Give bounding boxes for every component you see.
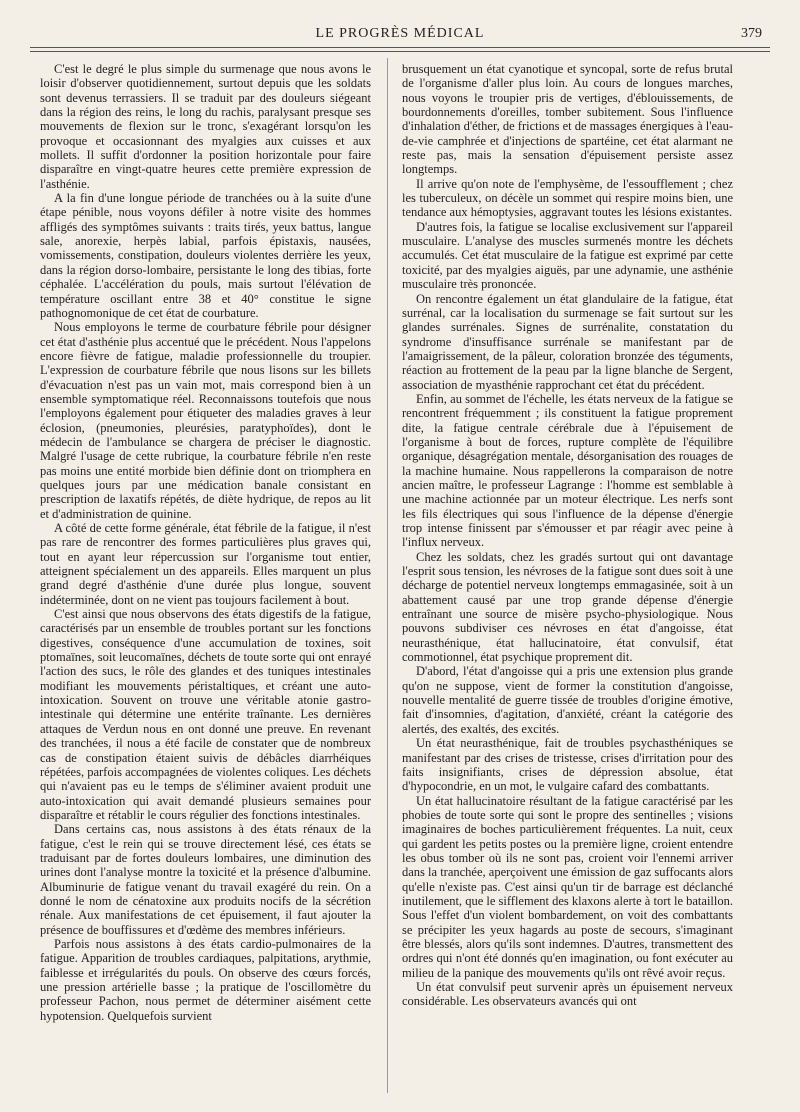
header-rule-top — [30, 47, 770, 48]
paragraph: Chez les soldats, chez les gradés surtout qui ont davantage l'esprit sous tension, les névroses de la fatigue sont dues soit à une décharge de potentiel nerveux longtemps emmagasinée, soit à un abattement causé par une trop grande dépense d'énergie entraînant une source de misère psycho-physiologique. Nous pouvons subdiviser ces névroses en état d'angoisse, état neurasthénique, état hallucinatoire, état convulsif, état commotionnel, état psychique proprement dit. — [402, 549, 733, 665]
paragraph: Un état convulsif peut survenir après un épuisement nerveux considérable. Les observateurs avancés qui ont — [402, 980, 733, 1009]
left-column — [40, 62, 371, 1098]
paragraph: Parfois nous assistons à des états cardio-pulmonaires de la fatigue. Apparition de troubles cardiaques, palpitations, arythmie, faiblesse et irrégularités du pouls. On observe des cœurs forcés, une pression artérielle basse ; la pratique de l'oscillomètre du professeur Pachon, nous permet de déterminer aisément cette hypotension. Quelquefois survient — [40, 936, 371, 1023]
paragraph: Un état hallucinatoire résultant de la fatigue caractérisé par les phobies de toute sorte qui sont le propre des sentinelles ; visions imaginaires de boches particulièrement fréquentes. La nuit, ceux qui gardent les petits postes ou la première ligne, croient entendre les obus tomber où ils ne sont pas, croient voir l'ennemi arriver dans la tranchée, aperçoivent une émission de gaz suffocants alors qu'elle n'existe pas. C'est ainsi qu'un tir de barrage est déclanché inutilement, que le sifflement des klaxons alerte à tort le bataillon. Sous l'effet d'un violent bombardement, on voit des combattants se précipiter les yeux hagards au poste de secours, s'imaginant être blessés, alors qu'ils sont indemnes. D'autres, transmettent des ordres qui n'ont été donnés qu'en imagination, ou font exécuter au milieu de la panique des mouvements qu'ils ont rêvé avoir reçus. — [402, 793, 733, 980]
paragraph: A côté de cette forme générale, état fébrile de la fatigue, il n'est pas rare de rencontrer des formes particulières plus graves qui, tout en ayant leur répercussion sur l'organisme tout entier, atteignent spécialement un des appareils. Elles marquent un plus grand degré d'asthénie d'une durée plus longue, souvent indéterminée, dont on ne vient pas toujours facilement à bout. — [40, 521, 371, 607]
right-column — [402, 62, 733, 1098]
paragraph: Il arrive qu'on note de l'emphysème, de l'essoufflement ; chez les tuberculeux, on décèle un sommet qui respire moins bien, une tendance aux hémoptysies, aggravant toutes les lésions existantes. — [402, 176, 733, 220]
paragraph: D'autres fois, la fatigue se localise exclusivement sur l'appareil musculaire. L'analyse des muscles surmenés montre les déchets accumulés. Cet état musculaire de la fatigue est exprimé par cette toxicité, par des myalgies aiguës, par une adynamie, une asthénie musculaire très prononcée. — [402, 219, 733, 292]
paragraph: C'est ainsi que nous observons des états digestifs de la fatigue, caractérisés par un ensemble de troubles portant sur les fonctions digestives, conséquence d'une accumulation de toxines, soit ptomaïnes, soit leucomaïnes, déchets de toute sorte qui ont enrayé l'action des sucs, le rôle des glandes et des tuniques intestinales modifiant les mouvements péristaltiques, et créant une auto-intoxication. Souvent on trouve une véritable atonie gastro-intestinale qui détermine une entérite traînante. Les dernières attaques de Verdun nous en ont donné une preuve. En revenant des tranchées, il nous a été facile de constater que de nombreux cas de constipation étaient suivis de débâcles diarrhéiques répétées, parfois accompagnées de violentes coliques. Les déchets qui n'avaient pas eu le temps de s'éliminer avaient produit une auto-intoxication qui avait demandé plusieurs semaines pour disparaître et rétablir le cours régulier des fonctions intestinales. — [40, 607, 371, 822]
paragraph-continued: brusquement un état cyanotique et syncopal, sorte de refus brutal de l'organisme d'aller plus loin. Au cours de longues marches, nous voyons le troupier pris de vertiges, d'éblouissements, de bourdonnements d'oreilles, tomber subitement. Sous l'influence d'inhalation d'éther, de frictions et de massages énergiques à l'eau-de-vie camphrée et d'injections de spartéine, cet état alarmant ne reste pas, mais la sensation d'épuisement persiste assez longtemps. — [402, 62, 733, 177]
paragraph: C'est le degré le plus simple du surmenage que nous avons le loisir d'observer quotidiennement, surtout depuis que les soldats sont devenus terrassiers. Il se traduit par des douleurs siégeant dans la région des reins, le long du rachis, paralysant presque ses mouvements de flexion sur le tronc, s'exagérant lorsqu'on les provoque et occasionnant des myalgies aux cuisses et aux mollets. Il suffit d'ordonner la position horizontale pour faire disparaître en vingt-quatre heures cette première expression de l'asthénie. — [40, 62, 371, 191]
paragraph: D'abord, l'état d'angoisse qui a pris une extension plus grande qu'on ne suppose, vient de former la constitution d'angoisse, nouvelle mentalité de guerre tissée de troubles d'origine émotive, fait d'insomnies, d'agitation, d'anxiété, créant la catégorie des alertés, des exaltés, des excités. — [402, 664, 733, 736]
paragraph: Dans certains cas, nous assistons à des états rénaux de la fatigue, c'est le rein qui se trouve directement lésé, ces états se traduisant par de fortes douleurs lombaires, une diminution des urines dont l'analyse montre la toxicité et la présence d'albumine. Albuminurie de fatigue venant du travail exagéré du rein. On a donné le nom de cénatoxine aux produits nocifs de la sécrétion rénale. Aux manifestations de cet épuisement, il faut ajouter la présence de bouffissures et d'œdème des membres inférieurs. — [40, 822, 371, 937]
paragraph: A la fin d'une longue période de tranchées ou à la suite d'une étape pénible, nous voyons défiler à notre visite des hommes affligés des symptômes suivants : traits tirés, yeux battus, langue sale, anorexie, herpès labial, parfois épistaxis, nausées, vomissements, constipation, douleurs violentes derrière les yeux, dans la région dorso-lombaire, persistante le long des tibias, forte céphalée. L'accélération du pouls, mais surtout l'élévation de température oscillant entre 38 et 40° constitue le signe pathognomonique de cet état de courbature. — [40, 191, 371, 320]
paragraph: Enfin, au sommet de l'échelle, les états nerveux de la fatigue se rencontrent fréquemment ; ils constituent la fatigue proprement dite, la fatigue centrale cérébrale due à l'épuisement de l'organisme à bout de forces, rupture complète de l'équilibre organique, désagrégation mentale, désorganisation des rouages de la machine humaine. Nous rappellerons la comparaison de notre ancien maître, le professeur Lagrange : l'homme est semblable à une machine actionnée par un moteur électrique. Les nerfs sont les fils électriques qui sous l'influence de la dépense d'énergie trop intense finissent par s'émousser et par réagir avec peine à l'influx nerveux. — [402, 391, 733, 550]
paragraph: Nous employons le terme de courbature fébrile pour désigner cet état d'asthénie plus accentué que le précédent. Nous l'appelons encore fièvre de fatigue, maladie professionnelle du troupier. L'expression de courbature fébrile que nous lisons sur les billets d'évacuation n'est pas un vain mot, mais correspond bien à un ensemble symptomatique réel. Reconnaissons toutefois que nous l'employons également pour étiqueter des maladies graves à leur éclosion, (pneumonies, pleurésies, paratyphoïdes), dont le médecin de l'ambulance se chargera de préciser le diagnostic. Malgré l'usage de cette rubrique, la courbature fébrile n'en reste pas moins une entité morbide bien définie dont on triomphera en quelques jours par une médication banale consistant en prescription de laxatifs répétés, de diète hydrique, de repos au lit et d'administration de quinine. — [40, 320, 371, 521]
running-header — [30, 20, 770, 46]
paragraph: On rencontre également un état glandulaire de la fatigue, état surrénal, car la localisation du surmenage se fait surtout sur les glandes surrénales. Signes de surrénalite, constatation du syndrome d'insuffisance surrénale se manifestant par de l'amaigrissement, de la pâleur, coloration bronzée des téguments, réaction au frottement de la peau par la ligne blanche de Sergent, association de myasthénie rapprochant cet état du précédent. — [402, 291, 733, 392]
header-rule-bottom — [30, 51, 770, 52]
column-divider — [387, 58, 388, 1093]
page-number: 379 — [741, 26, 762, 41]
journal-title: LE PROGRÈS MÉDICAL — [315, 26, 485, 41]
paragraph: Un état neurasthénique, fait de troubles psychasthéniques se manifestant par des crises de tristesse, crises d'irritation pour des faits insignifiants, crises de dépression absolue, état d'hypocondrie, en un mot, le vulgaire cafard des combattants. — [402, 736, 733, 794]
